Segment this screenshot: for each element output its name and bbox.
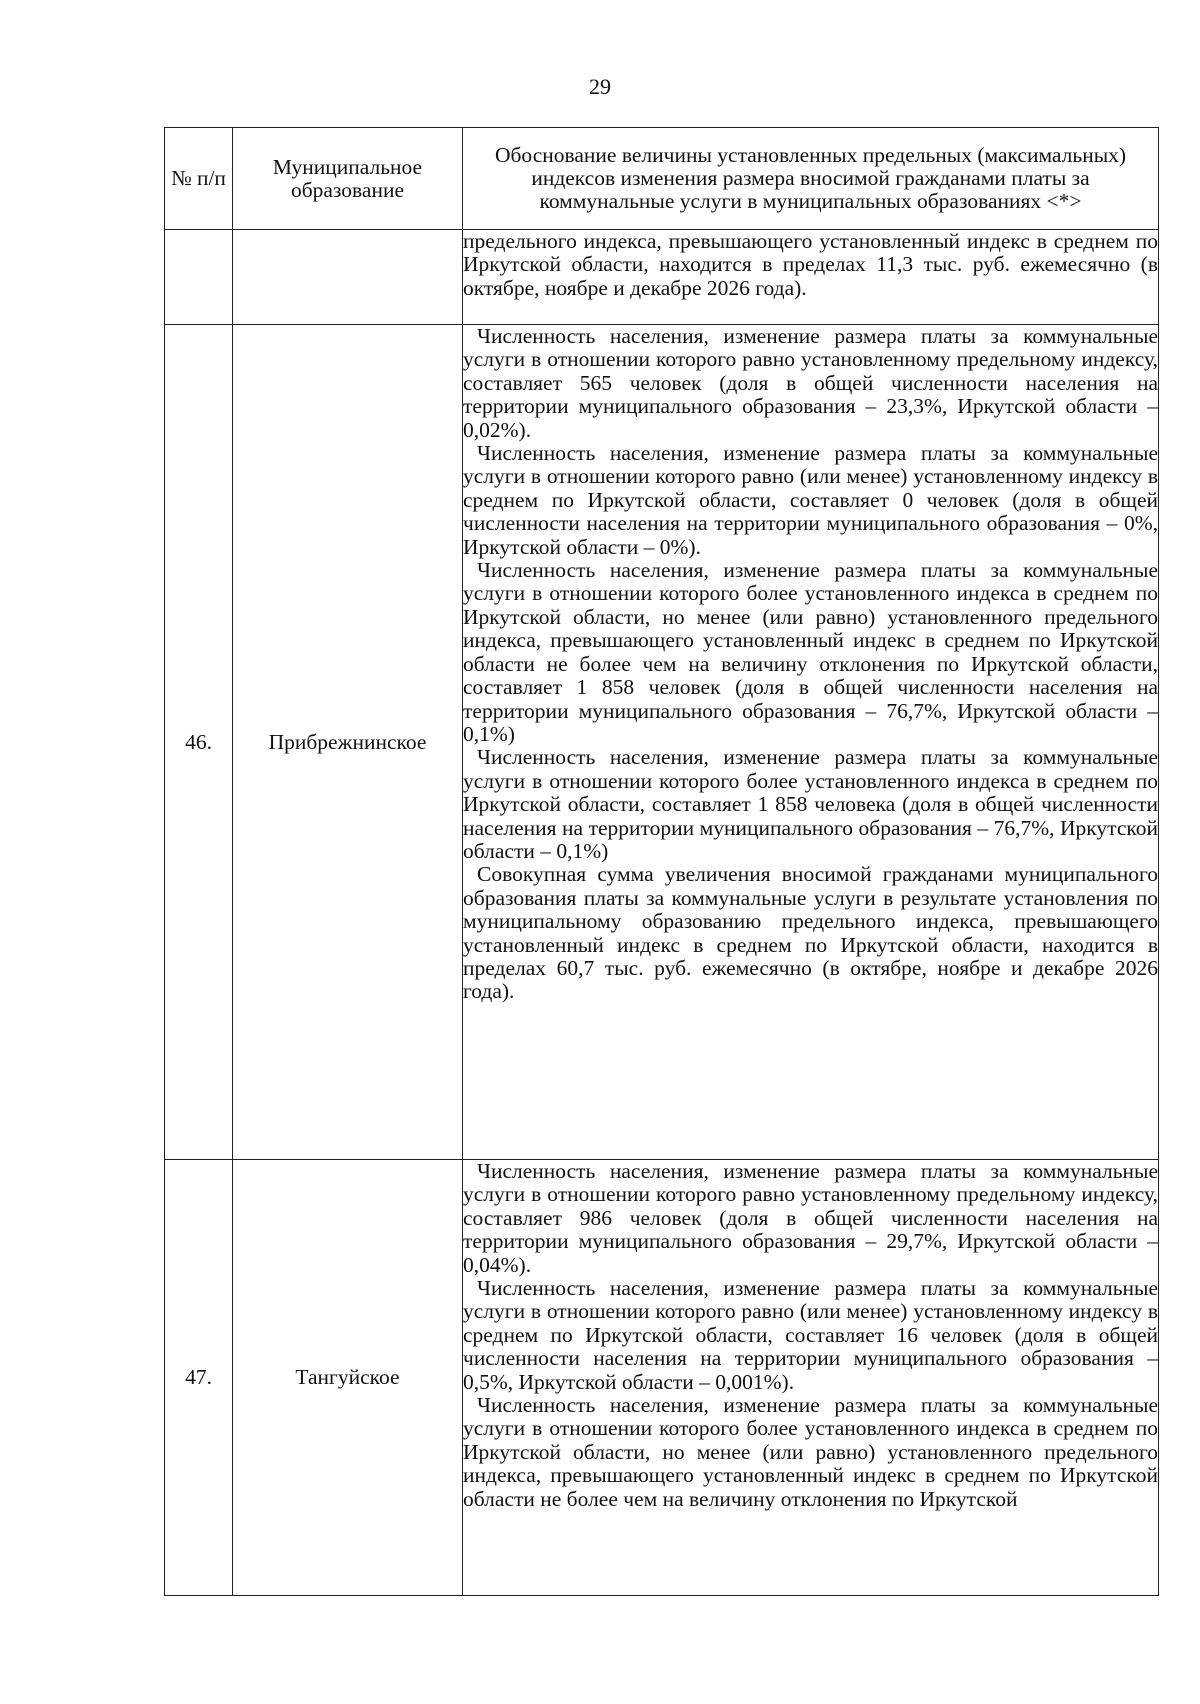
justification-table (164, 127, 1159, 1596)
table-row (165, 1160, 1159, 1596)
row-number: 47. (165, 1160, 233, 1596)
page-number: 29 (589, 74, 611, 99)
row-municipality: Тангуйское (233, 1160, 463, 1596)
justification-paragraph: Численность населения, изменение размера платы за коммунальные услуги в отношении которого более установленного индекса в среднем по Иркутской области, но менее (или равно) установленного предельного индекса, превышающего установленный индекс в среднем по Иркутской области не более чем на величину отклонения по Иркутской (463, 1393, 1158, 1511)
table-row (165, 230, 1159, 325)
row-municipality: Прибрежнинское (233, 325, 463, 1160)
table-header-row (165, 128, 1159, 230)
justification-paragraph: предельного индекса, превышающего установленный индекс в среднем по Иркутской области, находится в пределах 11,3 тыс. руб. ежемесячно (в октябре, ноябре и декабре 2026 года). (463, 229, 1158, 300)
justification-paragraph: Численность населения, изменение размера платы за коммунальные услуги в отношении которого равно (или менее) установленному индексу в среднем по Иркутской области, составляет 0 человек (доля в общей численности населения на территории муниципального образования – 0%, Иркутской области – 0%). (463, 441, 1158, 559)
header-justification: Обоснование величины установленных предельных (максимальных) индексов изменения размера вносимой гражданами платы за коммунальные услуги в муниципальных образованиях <*> (463, 128, 1159, 230)
row-municipality (233, 230, 463, 325)
row-justification (463, 230, 1159, 325)
justification-paragraph: Численность населения, изменение размера платы за коммунальные услуги в отношении которого равно установленному предельному индексу, составляет 565 человек (доля в общей численности населения на территории муниципального образования – 23,3%, Иркутской области – 0,02%). (463, 324, 1158, 442)
justification-paragraph: Численность населения, изменение размера платы за коммунальные услуги в отношении которого равно установленному предельному индексу, составляет 986 человек (доля в общей численности населения на территории муниципального образования – 29,7%, Иркутской области – 0,04%). (463, 1160, 1158, 1277)
header-number: № п/п (165, 128, 233, 230)
row-number: 46. (165, 325, 233, 1160)
justification-paragraph: Численность населения, изменение размера платы за коммунальные услуги в отношении которого более установленного индекса в среднем по Иркутской области, составляет 1 858 человека (доля в общей численности населения на территории муниципального образования – 76,7%, Иркутской области – 0,1%) (463, 745, 1158, 863)
row-number (165, 230, 233, 325)
row-justification (463, 325, 1159, 1160)
justification-paragraph: Численность населения, изменение размера платы за коммунальные услуги в отношении которого равно (или менее) установленному индексу в среднем по Иркутской области, составляет 16 человек (доля в общей численности населения на территории муниципального образования – 0,5%, Иркутской области – 0,001%). (463, 1276, 1158, 1394)
header-municipality: Муниципальное образование (233, 128, 463, 230)
table-row (165, 325, 1159, 1160)
row-justification (463, 1160, 1159, 1596)
justification-paragraph: Численность населения, изменение размера платы за коммунальные услуги в отношении которого более установленного индекса в среднем по Иркутской области, но менее (или равно) установленного предельного индекса, превышающего установленный индекс в среднем по Иркутской области не более чем на величину отклонения по Иркутской области, составляет 1 858 человек (доля в общей численности населения на территории муниципального образования – 76,7%, Иркутской области – 0,1%) (463, 558, 1158, 746)
justification-paragraph: Совокупная сумма увеличения вносимой гражданами муниципального образования платы за коммунальные услуги в результате установления по муниципальному образованию предельного индекса, превышающего установленный индекс в среднем по Иркутской области, находится в пределах 60,7 тыс. руб. ежемесячно (в октябре, ноябре и декабре 2026 года). (463, 862, 1158, 1004)
